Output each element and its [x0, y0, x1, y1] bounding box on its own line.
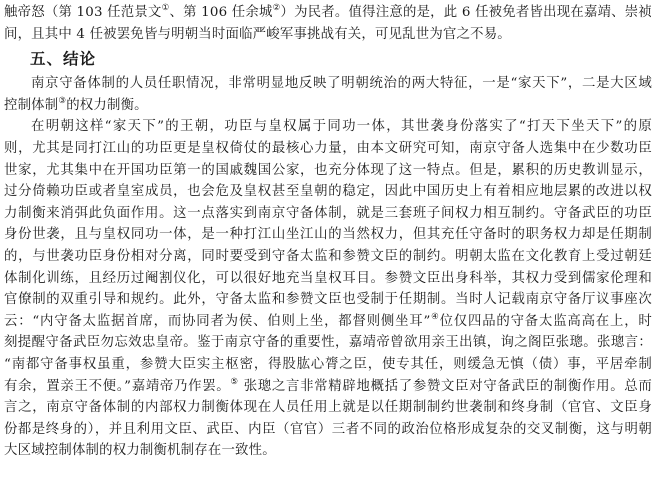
text-line [4, 95, 652, 117]
text-line [4, 311, 652, 333]
text-line [4, 73, 652, 95]
text-segment: 有余，置亲王不便。”嘉靖帝乃作罢。 [4, 378, 231, 394]
text-line [4, 224, 652, 246]
paragraph-conclusion-2 [4, 116, 652, 462]
text-line [4, 24, 652, 46]
text-line [4, 268, 652, 290]
text-segment: 身份世袭，且与皇权同功一体，是一种打江山坐江山的当然权力，但其充任守备时的职务权力却是任期制 [4, 227, 652, 243]
text-line [4, 332, 652, 354]
document-page [4, 2, 652, 462]
footnote-marker: ③ [58, 95, 67, 106]
text-segment: 控制体制 [4, 97, 59, 113]
section-heading: 五、结论 [30, 50, 97, 69]
text-segment: 的权力制衡。 [66, 97, 148, 113]
text-segment: 南京守备体制的人员任职情况，非常明显地反映了明朝统治的两大特征，一是“家天下”，二是大区域 [31, 76, 652, 92]
footnote-marker: ② [272, 3, 281, 13]
text-line [4, 160, 652, 182]
text-segment: 官僚制的双重引导和规约。此外，守备太监和参赞文臣也受制于任期制。当时人记载南京守备厅议事座次 [4, 292, 652, 308]
text-line [4, 354, 652, 376]
paragraph-conclusion-1 [4, 73, 652, 116]
text-segment: 间，且其中 4 任被罢免皆与明朝当时面临严峻军事挑战有关，可见乱世为官之不易。 [4, 26, 511, 42]
text-segment: 世家，尤其集中在开国功臣第一的国戚魏国公家，也充分体现了这一特点。但是，累积的历史教训显示， [4, 162, 652, 178]
footnote-marker: ① [161, 3, 170, 13]
text-segment: ）为民者。值得注意的是，此 6 任被免者皆出现在嘉靖、崇祯 [280, 5, 652, 20]
text-segment: “南都守备事权虽重，参赞大臣实主枢密，得股肱心膂之臣，使专其任，则缓急无慎（债）事，平居牵制 [4, 356, 652, 372]
text-line [4, 246, 652, 268]
text-line [4, 376, 652, 398]
text-segment: 张璁之言非常精辟地概括了参赞文臣对守备武臣的制衡作用。总而 [238, 378, 652, 394]
text-line [4, 138, 652, 160]
text-line [4, 419, 652, 441]
text-segment: 云：“内守备太监据首席，而协同者为侯、伯则上坐，都督则侧坐耳” [4, 313, 431, 329]
text-line [4, 440, 652, 462]
text-line [4, 289, 652, 311]
text-line [4, 397, 652, 419]
text-segment: 过分倚赖功臣或者皇室成员，也会危及皇权甚至皇朝的稳定，因此中国历史上有着相应地层累的改进以权 [4, 184, 652, 200]
text-segment: 位仅四品的守备太监高高在上，时 [439, 313, 652, 329]
text-segment: 则，尤其是同打江山的功臣更是皇权倚仗的最核心力量，由本文研究可知，南京守备人选集中在少数功臣 [4, 140, 652, 156]
footnote-marker: ④ [430, 311, 440, 322]
text-line [4, 203, 652, 225]
text-segment: 份都是终身的），并且利用文臣、武臣、内臣（官官）三者不同的政治位格形成复杂的交叉制衡，这与明朝 [4, 421, 652, 437]
text-line [4, 116, 652, 138]
text-segment: 言之，南京守备体制的内部权力制衡体现在人员任用上就是以任期制制约世袭制和终身制（官官、文臣身 [4, 400, 652, 416]
text-segment: 、第 106 任余城 [169, 5, 273, 20]
text-segment: 刻提醒守备武臣勿忘效忠皇帝。鉴于南京守备的重要性，嘉靖帝曾欲用亲王出镇，询之阁臣张璁。张璁言： [4, 335, 652, 351]
text-segment: 触帝怒（第 103 任范景文 [4, 5, 162, 20]
text-segment: 的，与世袭功臣身份相对分离，同时要受到守备太监和参赞文臣的制约。明朝太监在文化教育上受过朝廷 [4, 248, 652, 264]
paragraph-intro [4, 2, 652, 45]
text-segment: 体制化训练，且经历过阉割仪化，可以很好地充当皇权耳目。参赞文臣出身科举，其权力受到儒家伦理和 [4, 270, 652, 286]
text-segment: 力制衡来消弭此负面作用。这一点落实到南京守备体制，就是三套班子间权力相互制约。守备武臣的功臣 [4, 205, 652, 221]
text-line [4, 2, 652, 24]
text-line [4, 181, 652, 203]
text-segment: 在明朝这样“家天下”的王朝，功臣与皇权属于同功一体，其世袭身份落实了“打天下坐天下”的原 [31, 119, 652, 135]
text-segment: 大区域控制体制的权力制衡机制存在一致性。 [4, 443, 276, 459]
footnote-marker: ⑤ [230, 376, 239, 387]
